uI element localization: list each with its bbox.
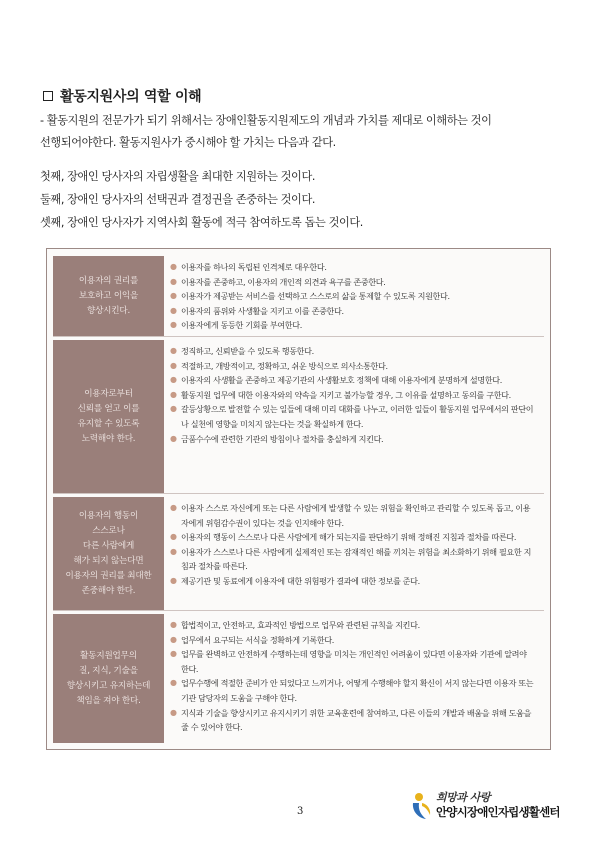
list-item: ● 합법적이고, 안전하고, 효과적인 방법으로 업무와 관련된 규칙을 지킨다. <box>170 618 534 633</box>
list-item: ● 업무에서 요구되는 서식을 정확하게 기록한다. <box>170 633 534 648</box>
logo-slogan: 희망과 사랑 <box>436 791 490 804</box>
list-item: ● 업무를 완벽하고 안전하게 수행하는데 영향을 미치는 개인적인 어려움이 있다면 이용자와 기관에 알려야 한다. <box>170 647 534 676</box>
intro-paragraph <box>40 110 562 154</box>
value-point: 첫째, 장애인 당사자의 자립생활을 최대한 지원하는 것이다. <box>40 170 316 183</box>
row-label <box>53 340 164 493</box>
bullet-icon: ● <box>170 404 177 414</box>
row-label <box>53 614 164 743</box>
bullet-icon: ● <box>170 620 177 629</box>
row-items <box>164 497 544 610</box>
role-table <box>46 248 551 750</box>
logo-name: 안양시장애인자립생활센터 <box>436 805 560 819</box>
list-item: ● 정직하고, 신뢰받을 수 있도록 행동한다. <box>170 344 534 359</box>
bullet-icon: ● <box>170 575 177 585</box>
organization-logo <box>410 787 560 827</box>
row-label <box>53 497 164 610</box>
bullet-icon: ● <box>170 320 177 330</box>
value-point: 둘째, 장애인 당사자의 선택권과 결정권을 존중하는 것이다. <box>40 193 316 206</box>
list-item: ● 이용자의 품위와 사생활을 지키고 이를 존중한다. <box>170 304 534 319</box>
list-item: ● 업무수행에 적절한 준비가 안 되었다고 느끼거나, 어떻게 수행해야 할지 확신이 서지 않는다면 이용자 또는 기관 담당자의 도움을 구해야 한다. <box>170 676 534 705</box>
row-items <box>164 256 544 336</box>
intro-line: - 활동지원의 전문가가 되기 위해서는 장애인활동지원제도의 개념과 가치를 제대로 이해하는 것이 <box>40 114 492 127</box>
checkbox-square-icon <box>43 91 53 101</box>
bullet-icon: ● <box>170 433 177 443</box>
table-row <box>53 614 544 743</box>
value-point: 셋째, 장애인 당사자가 지역사회 활동에 적극 참여하도록 돕는 것이다. <box>40 216 363 229</box>
section-heading-text: 활동지원사의 역할 이해 <box>60 89 202 105</box>
page-number: 3 <box>297 806 304 817</box>
bullet-icon: ● <box>170 346 177 355</box>
bullet-icon: ● <box>170 276 177 286</box>
list-item: ● 갈등상황으로 발전할 수 있는 일들에 대해 미리 대화를 나누고, 이러한 일들이 활동지원 업무에서의 판단이나 실천에 영향을 미치지 않는다는 것을 확실하게 한다. <box>170 402 534 431</box>
list-item: ● 이용자에게 동등한 기회를 부여한다. <box>170 318 534 333</box>
bullet-icon: ● <box>170 262 177 271</box>
list-item: ● 이용자가 스스로나 다른 사람에게 실제적인 또는 잠재적인 해를 끼치는 위험을 최소화하기 위해 필요한 지침과 절차를 따른다. <box>170 545 534 574</box>
bullet-icon: ● <box>170 389 177 399</box>
row-items <box>164 340 544 493</box>
row-label-text: 이용자의 권리를 보호하고 이익을 향상시킨다. <box>78 275 139 316</box>
list-item: ● 이용자가 제공받는 서비스를 선택하고 스스로의 삶을 통제할 수 있도록 지원한다. <box>170 289 534 304</box>
list-item: ● 금품수수에 관련한 기관의 방침이나 절차를 충실하게 지킨다. <box>170 432 534 447</box>
bullet-icon: ● <box>170 305 177 315</box>
table-row <box>53 497 544 611</box>
intro-line: 선행되어야한다. 활동지원사가 중시해야 할 가치는 다음과 같다. <box>40 136 336 149</box>
row-label-text: 이용자의 행동이 스스로나 다른 사람에게 해가 되지 않는다면 이용자의 권리를 최대한 존중해야 한다. <box>65 510 152 596</box>
list-item: ● 이용자를 존중하고, 이용자의 개인적 의견과 욕구를 존중한다. <box>170 275 534 290</box>
bullet-icon: ● <box>170 634 177 644</box>
bullet-icon: ● <box>170 291 177 301</box>
value-points <box>40 165 562 234</box>
table-row <box>53 256 544 337</box>
bullet-icon: ● <box>170 649 177 659</box>
bullet-icon: ● <box>170 532 177 542</box>
list-item: ● 이용자의 사생활을 존중하고 제공기관의 사생활보호 정책에 대해 이용자에게 분명하게 설명한다. <box>170 373 534 388</box>
bullet-icon: ● <box>170 375 177 385</box>
bullet-icon: ● <box>170 503 177 512</box>
list-item: ● 이용자의 행동이 스스로나 다른 사람에게 해가 되는지를 판단하기 위해 정해진 지침과 절차를 따른다. <box>170 530 534 545</box>
list-item: ● 활동지원 업무에 대한 이용자와의 약속을 지키고 불가능할 경우, 그 이유를 설명하고 동의를 구한다. <box>170 388 534 403</box>
list-item: ● 적절하고, 개방적이고, 정확하고, 쉬운 방식으로 의사소통한다. <box>170 359 534 374</box>
section-heading <box>43 86 201 106</box>
row-items <box>164 614 544 743</box>
row-label-text: 이용자로부터 신뢰를 얻고 이를 유지할 수 있도록 노력해야 한다. <box>77 388 140 444</box>
list-item: ● 이용자 스스로 자신에게 또는 다른 사람에게 발생할 수 있는 위험을 확인하고 관리할 수 있도록 돕고, 이용자에게 위험감수권이 있다는 것을 인지해야 한다. <box>170 501 534 530</box>
bullet-icon: ● <box>170 678 177 688</box>
bullet-icon: ● <box>170 546 177 556</box>
list-item: ● 제공기관 및 동료에게 이용자에 대한 위험평가 결과에 대한 정보를 준다. <box>170 574 534 589</box>
table-row <box>53 340 544 494</box>
logo-mark-icon <box>410 791 434 821</box>
row-label-text: 활동지원업무의 질, 지식, 기술을 향상시키고 유지하는데 책임을 져야 한다. <box>66 650 151 706</box>
bullet-icon: ● <box>170 707 177 717</box>
list-item: ● 지식과 기술을 향상시키고 유지시키기 위한 교육훈련에 참여하고, 다른 이들의 개발과 배움을 위해 도움을 줄 수 있어야 한다. <box>170 706 534 735</box>
bullet-icon: ● <box>170 360 177 370</box>
list-item: ● 이용자를 하나의 독립된 인격체로 대우한다. <box>170 260 534 275</box>
row-label <box>53 256 164 336</box>
